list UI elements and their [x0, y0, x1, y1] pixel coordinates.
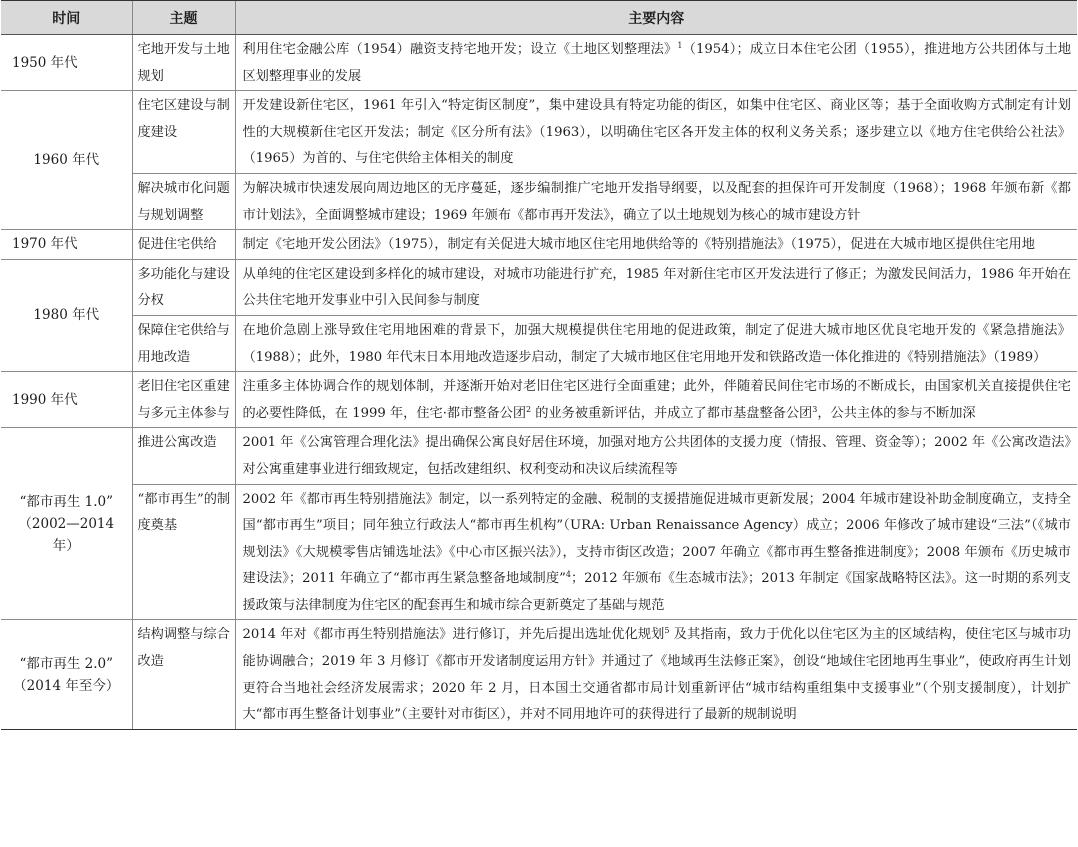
table-row [1, 230, 1077, 260]
content-cell: 为解决城市快速发展向周边地区的无序蔓延，逐步编制推广宅地开发指导纲要，以及配套的担保许可开发制度（1968）；1968 年颁布新《都市计划法》，全面调整城市建设；1969 年颁布《都市再开发法》，确立了以土地规划为核心的城市建设方针 [235, 173, 1077, 229]
time-cell: “都市再生 2.0” （2014 年至今） [1, 620, 132, 729]
footnote-ref: 1 [677, 41, 683, 50]
footnote-ref: 3 [812, 404, 818, 414]
topic-cell: 解决城市化问题与规划调整 [132, 173, 235, 229]
topic-cell: 住宅区建设与制度建设 [132, 91, 235, 174]
header-content: 主要内容 [235, 1, 1077, 35]
footnote-ref: 2 [526, 404, 532, 414]
content-cell: 2002 年《都市再生特别措施法》制定，以一系列特定的金融、税制的支援措施促进城市更新发展；2004 年城市建设补助金制度确立，支持全国“都市再生”项目；同年独立行政法人“都市再生机构”（URA: Urban Renaissance Agency）成立；2006 年修改了城市建设“三法”（《城市规划法》《大规模零售店铺选址法》《中心市区振兴法》），支持市街区改造；2007 年确立《都市再生整备推进制度》；2008 年颁布《历史城市建设法》；2011 年确立了“都市再生紧急整备地域制度”$^4$；2012 年颁布《生态城市法》；2013 年制定《国家战略特区法》。这一时期的系列支援政策与法律制度为住宅区的配套再生和城市综合更新奠定了基础与规范 [235, 484, 1077, 620]
time-cell: “都市再生 1.0” （2002—2014 年） [1, 428, 132, 620]
time-cell: 1970 年代 [1, 230, 132, 260]
content-cell: 2014 年对《都市再生特别措施法》进行修订，并先后提出选址优化规划$^5$ 及其指南，致力于优化以住宅区为主的区域结构，使住宅区与城市功能协调融合；2019 年 3 月修订《都市开发诸制度运用方针》并通过了《地域再生法修正案》，创设“地域住宅团地再生事业”，使政府再生计划更符合当地社会经济发展需求；2020 年 2 月，日本国土交通省都市局计划重新评估“城市结构重组集中支援事业”（个别支援制度），计划扩大“都市再生整备计划事业”（主要针对市街区），并对不同用地许可的获得进行了最新的规制说明 [235, 620, 1077, 729]
table-row [1, 484, 1077, 620]
table-row [1, 91, 1077, 174]
content-cell: 利用住宅金融公库（1954）融资支持宅地开发；设立《土地区划整理法》$^1$（1954）；成立日本住宅公团（1955），推进地方公共团体与土地区划整理事业的发展 [235, 35, 1077, 91]
content-cell: 开发建设新住宅区，1961 年引入“特定街区制度”，集中建设具有特定功能的街区，如集中住宅区、商业区等；基于全面收购方式制定有计划性的大规模新住宅区开发法；制定《区分所有法》（1963），以明确住宅区各开发主体的权利义务关系；逐步建立以《地方住宅供给公社法》（1965）为首的、与住宅供给主体相关的制度 [235, 91, 1077, 174]
table-row [1, 315, 1077, 371]
header-topic: 主题 [132, 1, 235, 35]
topic-cell: 保障住宅供给与用地改造 [132, 315, 235, 371]
topic-cell: 多功能化与建设分权 [132, 259, 235, 315]
table-row [1, 259, 1077, 315]
content-cell: 注重多主体协调合作的规划体制，并逐渐开始对老旧住宅区进行全面重建；此外，伴随着民间住宅市场的不断成长，由国家机关直接提供住宅的必要性降低，在 1999 年，住宅·都市整备公团$^2$ 的业务被重新评估，并成立了都市基盘整备公团$^3$，公共主体的参与不断加深 [235, 372, 1077, 428]
content-cell: 2001 年《公寓管理合理化法》提出确保公寓良好居住环境，加强对地方公共团体的支援力度（情报、管理、资金等）；2002 年《公寓改造法》对公寓重建事业进行细致规定，包括改建组织、权利变动和决议后续流程等 [235, 428, 1077, 484]
table-row [1, 372, 1077, 428]
topic-cell: 促进住宅供给 [132, 230, 235, 260]
table-row [1, 173, 1077, 229]
footnote-ref: 4 [565, 570, 571, 580]
topic-cell: 推进公寓改造 [132, 428, 235, 484]
topic-cell: “都市再生”的制度奠基 [132, 484, 235, 620]
topic-cell: 老旧住宅区重建与多元主体参与 [132, 372, 235, 428]
content-cell: 制定《宅地开发公团法》（1975），制定有关促进大城市地区住宅用地供给等的《特别措施法》（1975），促进在大城市地区提供住宅用地 [235, 230, 1077, 260]
footnote-ref: 5 [664, 626, 670, 636]
table-row [1, 35, 1077, 91]
table-row [1, 428, 1077, 484]
urban-policy-table [1, 0, 1077, 730]
time-cell: 1980 年代 [1, 259, 132, 371]
topic-cell: 结构调整与综合改造 [132, 620, 235, 729]
content-cell: 在地价急剧上涨导致住宅用地困难的背景下，加强大规模提供住宅用地的促进政策，制定了促进大城市地区优良宅地开发的《紧急措施法》（1988）；此外，1980 年代末日本用地改造逐步启动，制定了大城市地区住宅用地开发和铁路改造一体化推进的《特别措施法》（1989） [235, 315, 1077, 371]
table-header-row [1, 1, 1077, 35]
table-row [1, 620, 1077, 729]
time-cell: 1960 年代 [1, 91, 132, 230]
time-cell: 1990 年代 [1, 372, 132, 428]
content-cell: 从单纯的住宅区建设到多样化的城市建设，对城市功能进行扩充，1985 年对新住宅市区开发法进行了修正；为激发民间活力，1986 年开始在公共住宅地开发事业中引入民间参与制度 [235, 259, 1077, 315]
time-cell: 1950 年代 [1, 35, 132, 91]
header-time: 时间 [1, 1, 132, 35]
topic-cell: 宅地开发与土地规划 [132, 35, 235, 91]
